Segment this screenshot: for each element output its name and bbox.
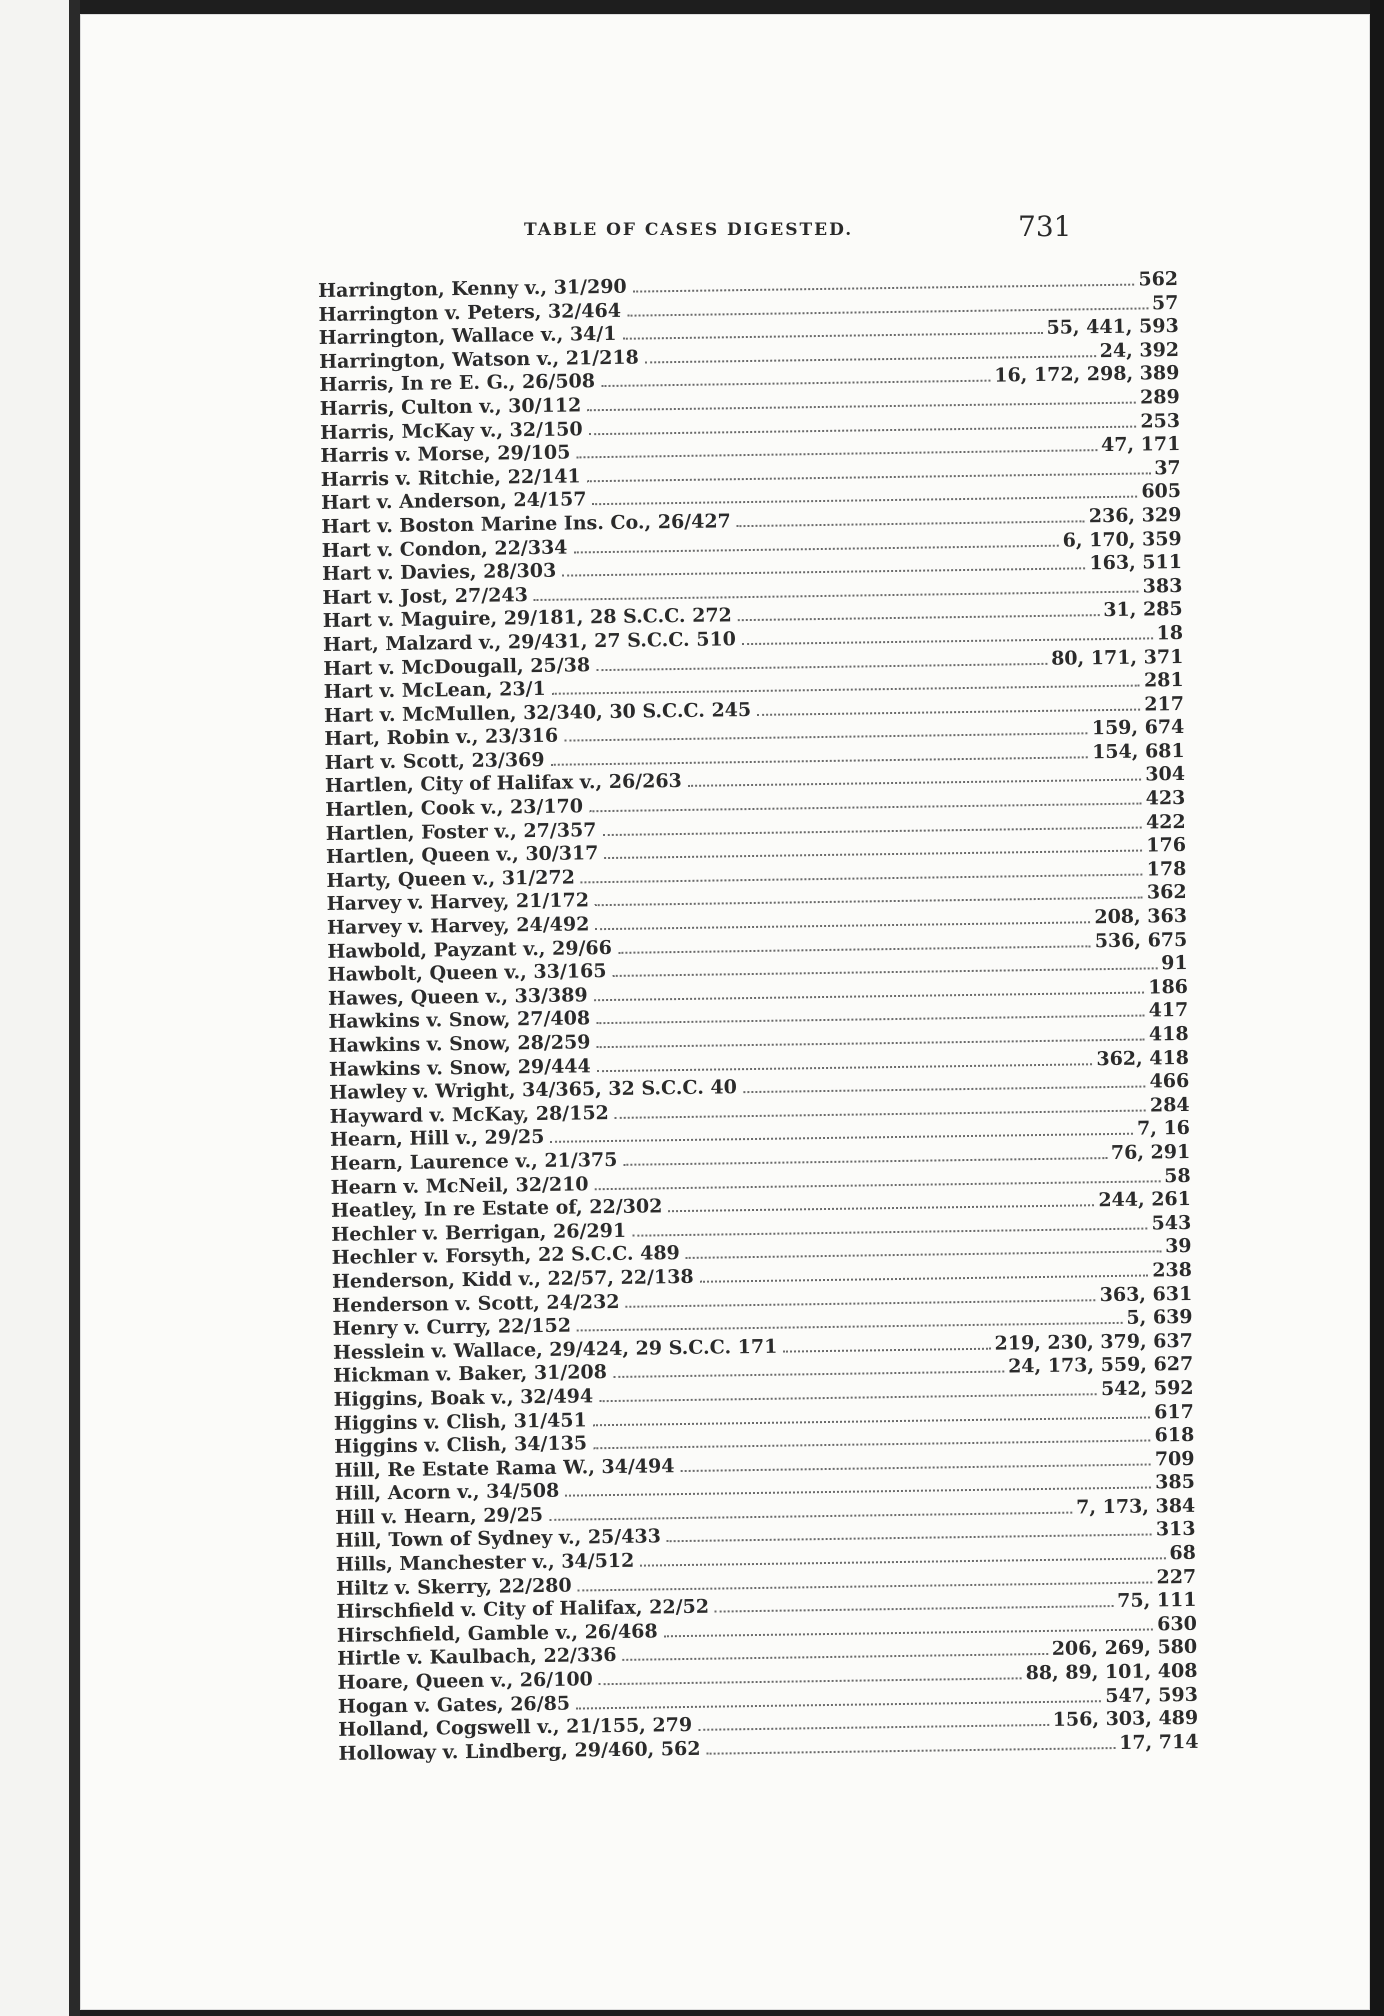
dot-leader xyxy=(627,306,1148,316)
case-citation: Hill v. Hearn, 29/25 xyxy=(335,1503,544,1529)
case-index-list xyxy=(318,268,1199,1766)
page-references: 313 xyxy=(1155,1518,1196,1541)
case-citation: Hirschfield v. City of Halifax, 22/52 xyxy=(336,1595,710,1624)
case-citation: Heatley, In re Estate of, 22/302 xyxy=(330,1195,663,1223)
dot-leader xyxy=(578,1580,1153,1591)
dot-leader xyxy=(613,1370,1004,1378)
dot-leader xyxy=(599,1392,1097,1402)
page-references: 605 xyxy=(1141,480,1182,503)
case-citation: Hartlen, City of Halifax v., 26/263 xyxy=(324,770,682,798)
page-references: 76, 291 xyxy=(1110,1140,1191,1164)
page-references: 217 xyxy=(1144,692,1185,716)
dot-leader xyxy=(700,1273,1149,1282)
case-citation: Harrington, Watson v., 21/218 xyxy=(318,346,639,373)
page-references: 55, 441, 593 xyxy=(1046,315,1179,340)
page-references: 236, 329 xyxy=(1088,503,1182,528)
case-citation: Hart v. Scott, 23/369 xyxy=(324,748,545,774)
page-references: 24, 173, 559, 627 xyxy=(1007,1353,1194,1378)
case-citation: Hawbold, Payzant v., 29/66 xyxy=(327,936,613,963)
dot-leader xyxy=(595,896,1143,907)
case-citation: Holland, Cogswell v., 21/155, 279 xyxy=(338,1714,693,1742)
case-citation: Hart v. Condon, 22/334 xyxy=(321,536,568,562)
case-citation: Harrington, Wallace v., 34/1 xyxy=(318,323,617,350)
page-references: 423 xyxy=(1145,787,1186,810)
case-citation: Harris, In re E. G., 26/508 xyxy=(319,370,596,397)
dot-leader xyxy=(593,1439,1151,1450)
page-references: 618 xyxy=(1154,1423,1195,1447)
dot-leader xyxy=(576,448,1097,458)
page-references: 543 xyxy=(1151,1211,1192,1235)
page-references: 208, 363 xyxy=(1094,904,1188,929)
page-references: 37 xyxy=(1154,456,1181,480)
dot-leader xyxy=(667,1533,1152,1543)
case-citation: Hart v. Jost, 27/243 xyxy=(322,583,529,609)
dot-leader xyxy=(686,1250,1161,1260)
case-citation: Hawbolt, Queen v., 33/165 xyxy=(327,960,607,987)
dot-leader xyxy=(596,661,1047,670)
case-citation: Harty, Queen v., 31/272 xyxy=(326,866,576,892)
page-references: 362 xyxy=(1146,881,1187,904)
dot-leader xyxy=(551,755,1089,766)
page-references: 16, 172, 298, 389 xyxy=(994,362,1180,387)
dot-leader xyxy=(623,1652,1048,1661)
dot-leader xyxy=(618,944,1091,954)
case-citation: Hogan v. Gates, 26/85 xyxy=(337,1692,571,1718)
dot-leader xyxy=(593,495,1138,506)
case-citation: Hayward v. McKay, 28/152 xyxy=(329,1101,609,1128)
dot-leader xyxy=(626,1298,1096,1308)
page-references: 7, 173, 384 xyxy=(1076,1494,1196,1519)
page-references: 418 xyxy=(1148,1022,1189,1046)
dot-leader xyxy=(573,543,1058,553)
case-citation: Harrington v. Peters, 32/464 xyxy=(318,299,622,326)
case-citation: Hart v. Boston Marine Ins. Co., 26/427 xyxy=(321,510,731,538)
page-references: 7, 16 xyxy=(1136,1117,1191,1141)
dot-leader xyxy=(597,1062,1093,1072)
dot-leader xyxy=(623,331,1043,340)
dot-leader xyxy=(589,424,1137,435)
case-citation: Hartlen, Foster v., 27/357 xyxy=(325,818,597,845)
dot-leader xyxy=(599,1676,1022,1685)
case-citation: Hearn v. McNeil, 32/210 xyxy=(330,1172,589,1199)
case-citation: Hiltz v. Skerry, 22/280 xyxy=(336,1574,572,1600)
dot-leader xyxy=(707,1746,1116,1755)
dot-leader xyxy=(602,825,1142,836)
case-citation: Hartlen, Queen v., 30/317 xyxy=(325,842,599,869)
dot-leader xyxy=(549,1510,1072,1520)
page-header xyxy=(80,210,1370,250)
dot-leader xyxy=(577,1321,1123,1332)
page-references: 178 xyxy=(1146,857,1187,881)
dot-leader xyxy=(640,1556,1165,1566)
dot-leader xyxy=(681,1462,1151,1472)
dot-leader xyxy=(596,1014,1145,1025)
dot-leader xyxy=(698,1723,1049,1731)
page-references: 154, 681 xyxy=(1091,739,1185,764)
case-citation: Hawley v. Wright, 34/365, 32 S.C.C. 40 xyxy=(329,1076,738,1105)
page-references: 630 xyxy=(1157,1612,1198,1636)
dot-leader xyxy=(757,707,1140,715)
dot-leader xyxy=(632,1226,1148,1236)
page-number: 731 xyxy=(1018,210,1072,243)
case-citation: Hart v. McMullen, 32/340, 30 S.C.C. 245 xyxy=(323,698,752,727)
case-citation: Henry v. Curry, 22/152 xyxy=(332,1314,572,1341)
case-citation: Henderson v. Scott, 24/232 xyxy=(332,1290,620,1317)
page-references: 536, 675 xyxy=(1094,928,1188,952)
dot-leader xyxy=(743,1085,1146,1094)
page-references: 417 xyxy=(1148,999,1189,1022)
case-citation: Harvey v. Harvey, 24/492 xyxy=(326,913,590,939)
page-references: 5, 639 xyxy=(1126,1306,1193,1329)
page-references: 156, 303, 489 xyxy=(1052,1707,1199,1732)
case-citation: Harrington, Kenny v., 31/290 xyxy=(318,275,627,302)
page-references: 422 xyxy=(1145,810,1186,834)
page-references: 163, 511 xyxy=(1089,551,1183,575)
dot-leader xyxy=(589,802,1142,813)
page-references: 88, 89, 101, 408 xyxy=(1025,1659,1198,1685)
case-citation: Higgins v. Clish, 34/135 xyxy=(334,1432,588,1458)
dot-leader xyxy=(604,849,1142,860)
case-citation: Holloway v. Lindberg, 29/460, 562 xyxy=(338,1737,701,1765)
case-citation: Harris v. Morse, 29/105 xyxy=(320,441,571,468)
page-references: 80, 171, 371 xyxy=(1050,645,1184,670)
case-citation: Hills, Manchester v., 34/512 xyxy=(335,1549,635,1576)
page-references: 385 xyxy=(1155,1471,1196,1494)
dot-leader xyxy=(593,1415,1151,1426)
case-citation: Hart v. Anderson, 24/157 xyxy=(320,488,587,515)
page-references: 57 xyxy=(1151,291,1179,314)
page-references: 284 xyxy=(1149,1093,1190,1117)
page-references: 91 xyxy=(1161,952,1188,975)
case-citation: Hickman v. Baker, 31/208 xyxy=(333,1361,608,1388)
case-citation: Hart, Robin v., 23/316 xyxy=(324,724,559,751)
dot-leader xyxy=(587,401,1136,412)
dot-leader xyxy=(581,872,1143,883)
dot-leader xyxy=(562,566,1085,576)
page-references: 238 xyxy=(1152,1258,1193,1282)
page-references: 244, 261 xyxy=(1098,1188,1192,1212)
case-citation: Higgins, Boak v., 32/494 xyxy=(333,1385,594,1411)
dot-leader xyxy=(633,283,1135,293)
case-citation: Hirschfield, Gamble v., 26/468 xyxy=(336,1620,658,1647)
case-citation: Hart v. Davies, 28/303 xyxy=(321,559,557,586)
case-citation: Hawkins v. Snow, 29/444 xyxy=(328,1054,591,1081)
dot-leader xyxy=(564,732,1088,742)
page-references: 159, 674 xyxy=(1091,716,1185,740)
dot-leader xyxy=(783,1346,990,1352)
case-citation: Hirtle v. Kaulbach, 22/336 xyxy=(337,1644,617,1671)
case-citation: Hoare, Queen v., 26/100 xyxy=(337,1668,593,1694)
dot-leader xyxy=(623,1156,1107,1166)
page-references: 6, 170, 359 xyxy=(1062,527,1182,552)
page-references: 304 xyxy=(1145,763,1186,786)
page-references: 227 xyxy=(1156,1565,1197,1589)
page-references: 281 xyxy=(1143,669,1184,692)
case-citation: Harvey v. Harvey, 21/172 xyxy=(326,889,590,916)
page-references: 176 xyxy=(1146,834,1187,857)
case-citation: Hart v. Maguire, 29/181, 28 S.C.C. 272 xyxy=(322,604,732,633)
dot-leader xyxy=(688,778,1142,787)
case-citation: Hartlen, Cook v., 23/170 xyxy=(325,795,584,822)
case-citation: Harris v. Ritchie, 22/141 xyxy=(320,465,581,491)
dot-leader xyxy=(595,1179,1161,1190)
case-citation: Hart, Malzard v., 29/431, 27 S.C.C. 510 xyxy=(322,628,737,656)
page-references: 206, 269, 580 xyxy=(1051,1636,1198,1661)
dot-leader xyxy=(601,379,990,387)
document-page xyxy=(80,14,1370,2010)
dot-leader xyxy=(613,967,1158,978)
dot-leader xyxy=(552,684,1140,695)
case-citation: Hearn, Hill v., 29/25 xyxy=(329,1126,545,1152)
dot-leader xyxy=(645,354,1096,363)
case-citation: Hart v. McLean, 23/1 xyxy=(323,677,546,704)
page-references: 68 xyxy=(1169,1541,1197,1565)
dot-leader xyxy=(576,1699,1101,1709)
dot-leader xyxy=(594,990,1145,1001)
dot-leader xyxy=(664,1627,1154,1637)
page-references: 58 xyxy=(1163,1164,1191,1187)
dot-leader xyxy=(595,920,1090,930)
case-citation: Henderson, Kidd v., 22/57, 22/138 xyxy=(331,1265,694,1293)
right-scan-edge xyxy=(1370,0,1384,2016)
page-references: 383 xyxy=(1142,574,1183,598)
running-title: TABLE OF CASES DIGESTED. xyxy=(524,220,854,240)
case-citation: Hearn, Laurence v., 21/375 xyxy=(330,1148,618,1175)
case-citation: Hawkins v. Snow, 27/408 xyxy=(328,1007,591,1034)
case-citation: Hill, Town of Sydney v., 25/433 xyxy=(335,1525,662,1553)
dot-leader xyxy=(738,613,1100,621)
page-references: 466 xyxy=(1149,1070,1190,1093)
case-citation: Hechler v. Berrigan, 26/291 xyxy=(331,1219,627,1246)
page-references: 617 xyxy=(1154,1400,1195,1423)
page-references: 219, 230, 379, 637 xyxy=(994,1329,1194,1355)
dot-leader xyxy=(615,1108,1146,1118)
page-references: 31, 285 xyxy=(1103,598,1183,622)
page-references: 17, 714 xyxy=(1119,1730,1199,1754)
dot-leader xyxy=(587,471,1151,482)
page-references: 39 xyxy=(1164,1235,1192,1258)
dot-leader xyxy=(737,519,1085,527)
case-citation: Hart v. McDougall, 25/38 xyxy=(323,653,591,680)
case-citation: Higgins v. Clish, 31/451 xyxy=(333,1408,587,1435)
page-references: 709 xyxy=(1154,1447,1195,1471)
case-citation: Hechler v. Forsyth, 22 S.C.C. 489 xyxy=(331,1242,680,1270)
case-citation: Hawes, Queen v., 33/389 xyxy=(327,984,588,1010)
case-citation: Hawkins v. Snow, 28/259 xyxy=(328,1031,591,1057)
page-references: 542, 592 xyxy=(1100,1376,1194,1401)
page-references: 562 xyxy=(1138,267,1179,291)
dot-leader xyxy=(565,1486,1151,1497)
page-references: 186 xyxy=(1148,975,1189,999)
page-references: 18 xyxy=(1156,621,1184,645)
page-references: 253 xyxy=(1140,409,1181,433)
page-references: 47, 171 xyxy=(1100,433,1181,457)
page-references: 363, 631 xyxy=(1099,1282,1193,1306)
dot-leader xyxy=(596,1038,1145,1049)
dot-leader xyxy=(534,589,1139,600)
page-references: 75, 111 xyxy=(1117,1589,1197,1613)
case-citation: Harris, McKay v., 32/150 xyxy=(319,417,583,444)
case-citation: Hesslein v. Wallace, 29/424, 29 S.C.C. 171 xyxy=(332,1335,778,1364)
page-references: 289 xyxy=(1139,385,1180,409)
left-page-margin xyxy=(0,0,80,2016)
dot-leader xyxy=(668,1203,1094,1212)
dot-leader xyxy=(715,1604,1113,1613)
case-citation: Hill, Re Estate Rama W., 34/494 xyxy=(334,1454,675,1482)
dot-leader xyxy=(742,636,1153,645)
page-references: 24, 392 xyxy=(1099,338,1180,362)
case-citation: Harris, Culton v., 30/112 xyxy=(319,394,582,420)
page-references: 362, 418 xyxy=(1096,1046,1190,1070)
page-references: 547, 593 xyxy=(1105,1683,1198,1707)
dot-leader xyxy=(550,1132,1133,1143)
case-citation: Hill, Acorn v., 34/508 xyxy=(334,1480,560,1506)
